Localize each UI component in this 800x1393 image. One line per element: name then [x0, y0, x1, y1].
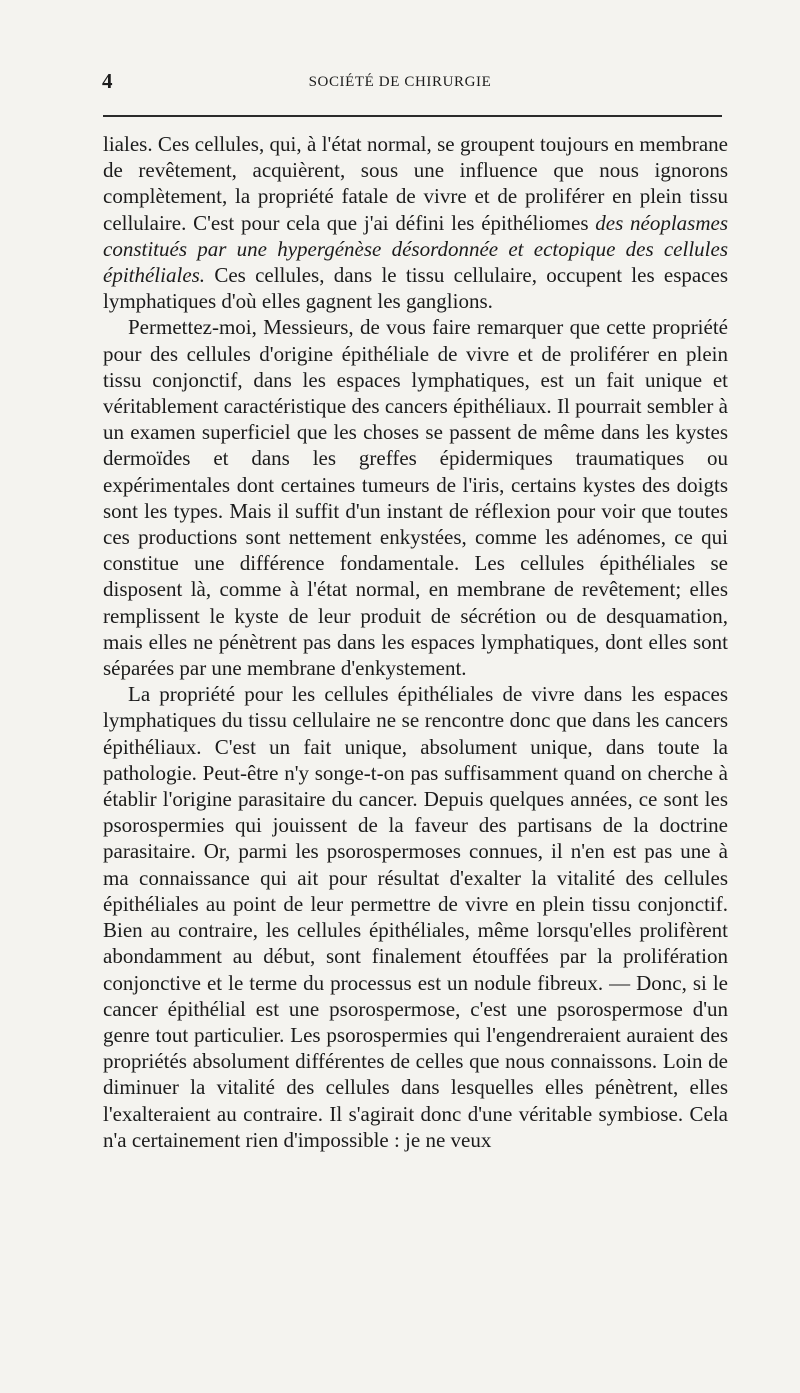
- page-number: 4: [102, 69, 113, 93]
- paragraph-text: Ces cellules, dans le tissu cellulaire, occupent les espaces lymphatiques d'où elles gagnent les ganglions.: [103, 263, 728, 314]
- paragraph: Permettez-moi, Messieurs, de vous faire remarquer que cette propriété pour des cellules d'origine épithéliale de vivre et de proliférer en plein tissu conjonctif, dans les espaces lymphatiques, est un fait unique et véritablement caractéristique des cancers épithéliaux. Il pourrait sembler à un examen superficiel que les choses se passent de même dans les kystes dermoïdes et dans les greffes épidermiques traumatiques ou expérimentales dont certaines tumeurs de l'iris, certains kystes des doigts sont les types. Mais il suffit d'un instant de réflexion pour voir que toutes ces productions sont nettement enkystées, comme les adénomes, ce qui constitue une différence fondamentale. Les cellules épithéliales se disposent là, comme à l'état normal, en membrane de revêtement; elles remplissent le kyste de leur produit de sécrétion ou de desquamation, mais elles ne pénètrent pas dans les espaces lymphatiques, dont elles sont séparées par une membrane d'enkystement.: [103, 315, 728, 681]
- paragraph: [103, 131, 728, 314]
- running-title: SOCIÉTÉ DE CHIRURGIE: [308, 74, 492, 90]
- body-text: [103, 131, 728, 1153]
- italic-definition: des néoplasmes constitués par une hypergénèse désordonnée et ectopique des cellules épithéliales.: [103, 210, 728, 288]
- paragraph: La propriété pour les cellules épithéliales de vivre dans les espaces lymphatiques du tissu cellulaire ne se rencontre donc que dans les cancers épithéliaux. C'est un fait unique, absolument unique, dans toute la pathologie. Peut-être n'y songe-t-on pas suffisamment quand on cherche à établir l'origine parasitaire du cancer. Depuis quelques années, ce sont les psorospermies qui jouissent de la faveur des partisans de la doctrine parasitaire. Or, parmi les psorospermoses connues, il n'en est pas une à ma connaissance qui ait pour résultat d'exalter la vitalité des cellules épithéliales au point de leur permettre de vivre en plein tissu conjonctif. Bien au contraire, les cellules épithéliales, même lorsqu'elles prolifèrent abondamment au début, sont finalement étouffées par la prolifération conjonctive et le terme du processus est un nodule fibreux. — Donc, si le cancer épithélial est une psorospermose, c'est une psorospermose d'un genre tout particulier. Les psorospermies qui l'engendreraient auraient des propriétés absolument différentes de celles que nous connaissons. Loin de diminuer la vitalité des cellules dans lesquelles elles pénètrent, elles l'exalteraient au contraire. Il s'agirait donc d'une véritable symbiose. Cela n'a certainement rien d'impossible : je ne veux: [103, 682, 728, 1152]
- header-rule: [103, 115, 722, 117]
- paragraph-text: liales. Ces cellules, qui, à l'état normal, se groupent toujours en membrane de revêtement, acquièrent, sous une influence que nous ignorons complètement, la propriété fatale de vivre et de proliférer en plein tissu cellulaire. C'est pour cela que j'ai défini les épithéliomes: [103, 132, 728, 235]
